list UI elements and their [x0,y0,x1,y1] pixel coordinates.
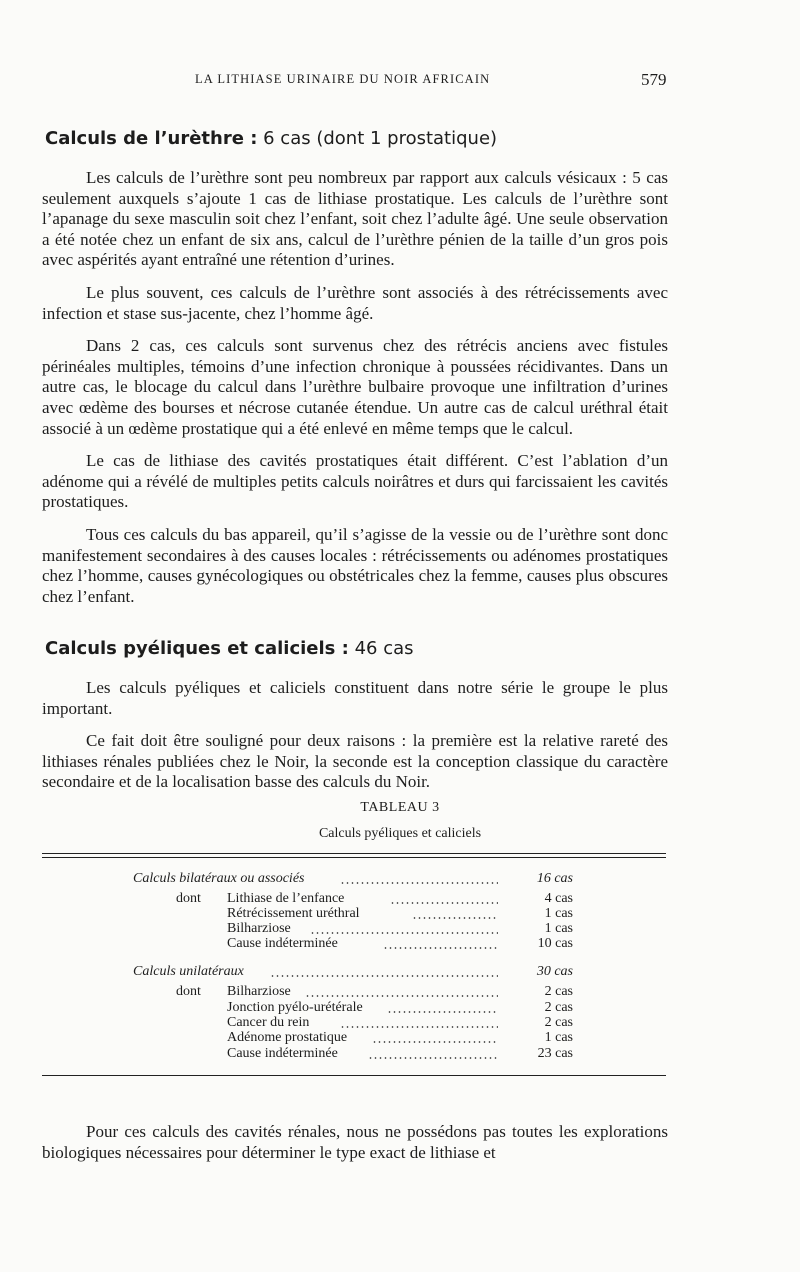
dot-leader [340,1015,498,1030]
table-item-value: 2 cas [544,984,573,999]
table-item-value: 4 cas [544,891,573,906]
paragraph: Le cas de lithiase des cavités prostatiques était différent. C’est l’ablation d’un adénome qui a révélé de multiples petits calculs noirâtres et durs qui farcissaient les cavités prostatiques. [42,451,668,512]
paragraph: Dans 2 cas, ces calculs sont survenus chez des rétrécis anciens avec fistules périnéales multiples, témoins d’une infection chronique à poussées récidivantes. Dans un autre cas, le blocage du calcul dans l’urèthre bulbaire provoque une infiltration d’urines avec œdème des bourses et nécrose cutanée étendue. Un autre cas de calcul uréthral était associé à un œdème prostatique qui a été enlevé en même temps que le calcul. [42,336,668,438]
paragraph: Les calculs de l’urèthre sont peu nombreux par rapport aux calculs vésicaux : 5 cas seulement auxquels s’ajoute 1 cas de lithiase prostatique. Les calculs de l’urèthre sont l’apanage du sexe masculin soit chez l’enfant, soit chez l’adulte âgé. Une seule observation a été notée chez un enfant de six ans, calcul de l’urèthre pénien de la taille d’un gros pois avec aspérités ayant entraîné une rétention d’urines. [42,168,668,270]
paragraph: Ce fait doit être souligné pour deux raisons : la première est la relative rareté des lithiases rénales publiées chez le Noir, la seconde est la conception classique du caractère secondaire et de la localisation basse des calculs du Noir. [42,731,668,792]
section-heading-count: 6 cas (dont 1 prostatique) [257,128,498,149]
table-row [0,1000,800,1015]
dot-leader [310,921,498,936]
table-item-value: 2 cas [544,1015,573,1030]
table-row [0,921,800,936]
paragraph: Le plus souvent, ces calculs de l’urèthre sont associés à des rétrécissements avec infection et stase sus-jacente, chez l’homme âgé. [42,282,668,323]
table-group-label: Calculs unilatéraux [133,964,244,979]
section-body-pyeliques [42,678,668,805]
table-group-row [0,964,800,979]
dot-leader [390,891,498,906]
table-row [0,1015,800,1030]
page-number: 579 [641,70,667,89]
dot-leader [387,1000,498,1015]
table-group-value: 16 cas [536,871,573,886]
table-item-value: 1 cas [544,1030,573,1045]
section-heading-title: Calculs pyéliques et caliciels : [45,638,349,659]
table-group-row [0,871,800,886]
table-row [0,1046,800,1061]
running-title: LA LITHIASE URINAIRE DU NOIR AFRICAIN [195,72,491,86]
dot-leader [412,906,498,921]
paragraph: Pour ces calculs des cavités rénales, nous ne possédons pas toutes les explorations biologiques nécessaires pour déterminer le type exact de lithiase et [42,1122,668,1162]
table-item-label: Cancer du rein [227,1015,310,1030]
running-header [0,70,800,94]
table-item-label: Cause indéterminée [227,1046,338,1061]
dot-leader [368,1046,498,1061]
table-group-value: 30 cas [536,964,573,979]
table-row [0,906,800,921]
paragraph: Tous ces calculs du bas appareil, qu’il s’agisse de la vessie ou de l’urèthre sont donc manifestement secondaires à des causes locales : rétrécissements ou adénomes prostatiques chez l’homme, causes gynécologiques ou obstétricales chez la femme, causes plus obscures chez l’enfant. [42,524,668,606]
table-caption: Calculs pyéliques et caliciels [318,826,482,841]
closing-body [42,1122,668,1175]
table-item-label: Rétrécissement uréthral [227,906,360,921]
table-group-label: Calculs bilatéraux ou associés [133,871,305,886]
dot-leader [270,964,498,979]
dot-leader [340,871,498,886]
table-item-label: Jonction pyélo-urétérale [227,1000,363,1015]
table-row [0,891,800,906]
table-title: TABLEAU 3 [360,800,440,815]
section-heading-count: 46 cas [348,638,414,659]
table-row [0,1030,800,1045]
table-item-label: Adénome prostatique [227,1030,348,1045]
table-item-label: Bilharziose [227,984,291,999]
dot-leader [305,984,498,999]
table-item-value: 1 cas [544,906,573,921]
section-heading-pyeliques [45,638,414,659]
table-item-value: 23 cas [537,1046,573,1061]
table-top-rule [42,853,666,858]
section-heading-urethre [45,128,497,149]
paragraph: Les calculs pyéliques et caliciels constituent dans notre série le groupe le plus important. [42,678,668,718]
section-body-urethre [42,168,668,619]
table-dont-label: dont [176,984,201,999]
dot-leader [383,936,498,951]
dot-leader [372,1030,498,1045]
table-bottom-rule [42,1075,666,1076]
section-heading-title: Calculs de l’urèthre : [45,128,258,149]
table-row [0,936,800,951]
table-item-value: 10 cas [537,936,573,951]
table-item-value: 2 cas [544,1000,573,1015]
table-dont-label: dont [176,891,201,906]
table-item-value: 1 cas [544,921,573,936]
table-row [0,984,800,999]
table-item-label: Bilharziose [227,921,291,936]
table-item-label: Lithiase de l’enfance [227,891,345,906]
table-item-label: Cause indéterminée [227,936,338,951]
